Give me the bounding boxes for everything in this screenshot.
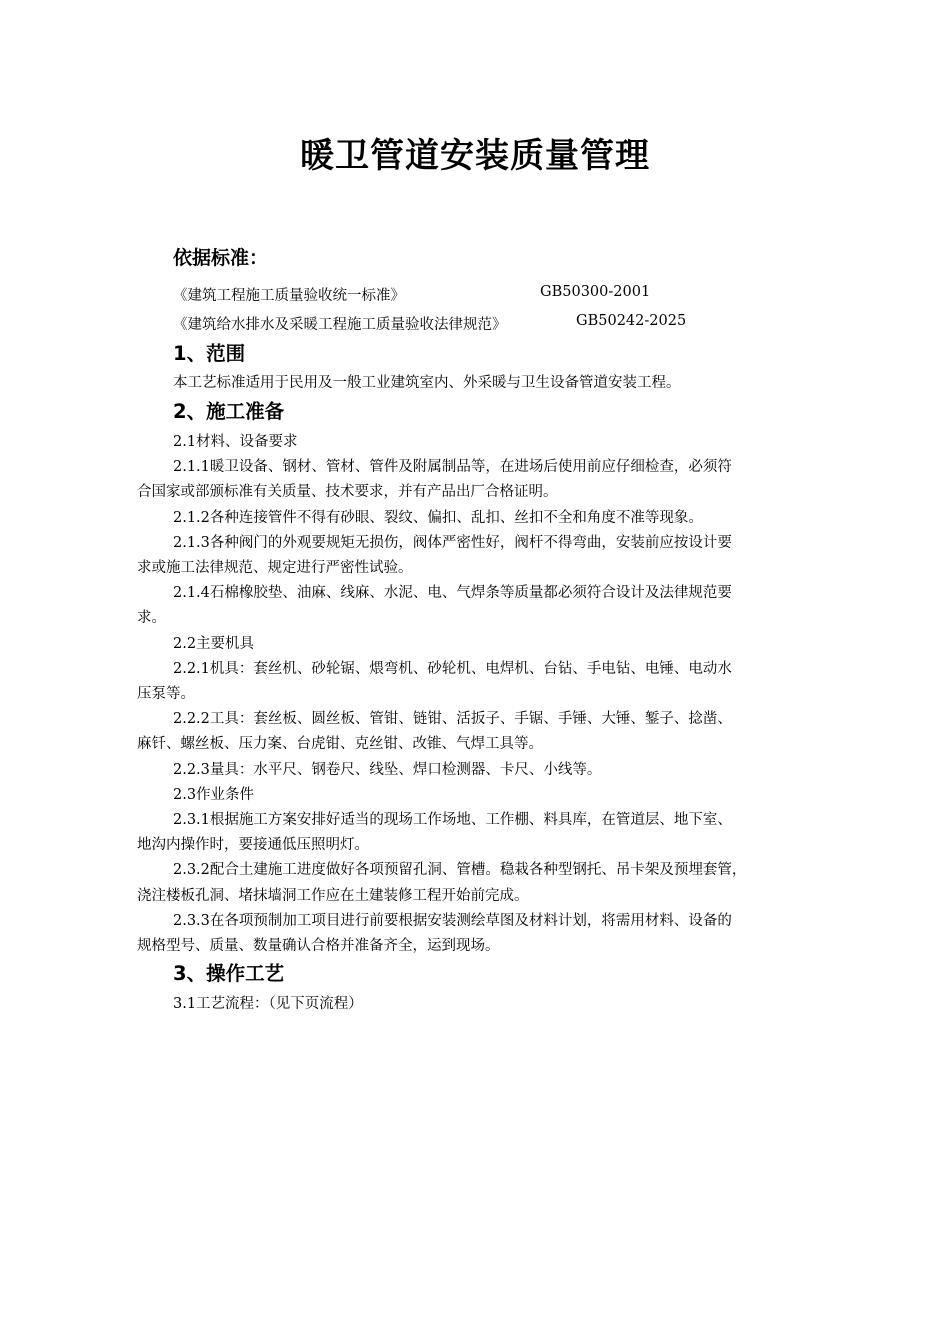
section-heading-process: 3、操作工艺 (173, 962, 285, 985)
paragraph-line: 2.1材料、设备要求 (173, 434, 298, 450)
paragraph-line: 2.3作业条件 (173, 787, 255, 803)
paragraph-line: 2.2.1机具：套丝机、砂轮锯、煨弯机、砂轮机、电焊机、台钻、手电钻、电锤、电动水 (173, 661, 732, 677)
paragraph-line: 2.3.2配合土建施工进度做好各项预留孔洞、管槽。稳栽各种型钢托、吊卡架及预埋套管， (173, 862, 747, 878)
paragraph-line: 2.1.1暖卫设备、钢材、管材、管件及附属制品等，在进场后使用前应仔细检查，必须符 (173, 459, 732, 475)
paragraph-line: 2.1.2各种连接管件不得有砂眼、裂纹、偏扣、乱扣、丝扣不全和角度不准等现象。 (173, 510, 703, 526)
paragraph-line: 浇注楼板孔洞、堵抹墙洞工作应在土建装修工程开始前完成。 (137, 888, 529, 904)
paragraph-line: 规格型号、质量、数量确认合格并准备齐全，运到现场。 (137, 938, 500, 954)
standard-name: 《建筑工程施工质量验收统一标准》 (173, 288, 405, 304)
section-heading-scope: 1、范围 (173, 342, 246, 365)
page-title: 暖卫管道安装质量管理 (300, 136, 650, 176)
section-heading-preparation: 2、施工准备 (173, 400, 285, 423)
paragraph-line: 麻钎、螺丝板、压力案、台虎钳、克丝钳、改锥、气焊工具等。 (137, 736, 543, 752)
paragraph-line: 合国家或部颁标准有关质量、技术要求，并有产品出厂合格证明。 (137, 484, 558, 500)
standard-name: 《建筑给水排水及采暖工程施工质量验收法律规范》 (173, 317, 507, 333)
paragraph-line: 2.1.4石棉橡胶垫、油麻、线麻、水泥、电、气焊条等质量都必须符合设计及法律规范要 (173, 585, 732, 601)
standard-item (173, 284, 651, 305)
paragraph-line: 2.2主要机具 (173, 636, 255, 652)
paragraph-line: 地沟内操作时，要接通低压照明灯。 (137, 837, 369, 853)
paragraph-line: 2.3.3在各项预制加工项目进行前要根据安装测绘草图及材料计划，将需用材料、设备的 (173, 913, 732, 929)
standard-code: GB50242-2025 (576, 313, 687, 329)
standard-code: GB50300-2001 (540, 284, 651, 300)
paragraph-line: 3.1工艺流程：（见下页流程） (173, 996, 363, 1012)
paragraph-line: 2.2.2工具：套丝板、圆丝板、管钳、链钳、活扳子、手锯、手锤、大锤、錾子、捻凿、 (173, 711, 732, 727)
standard-item (173, 313, 687, 334)
basis-heading: 依据标准： (173, 247, 269, 269)
paragraph-line: 求。 (137, 610, 166, 626)
paragraph-line: 本工艺标准适用于民用及一般工业建筑室内、外采暖与卫生设备管道安装工程。 (173, 375, 681, 391)
paragraph-line: 压泵等。 (137, 686, 195, 702)
paragraph-line: 求或施工法律规范、规定进行严密性试验。 (137, 560, 413, 576)
paragraph-line: 2.1.3各种阀门的外观要规矩无损伤，阀体严密性好，阀杆不得弯曲，安装前应按设计要 (173, 535, 732, 551)
paragraph-line: 2.2.3量具：水平尺、钢卷尺、线坠、焊口检测器、卡尺、小线等。 (173, 762, 602, 778)
paragraph-line: 2.3.1根据施工方案安排好适当的现场工作场地、工作棚、料具库，在管道层、地下室、 (173, 812, 732, 828)
